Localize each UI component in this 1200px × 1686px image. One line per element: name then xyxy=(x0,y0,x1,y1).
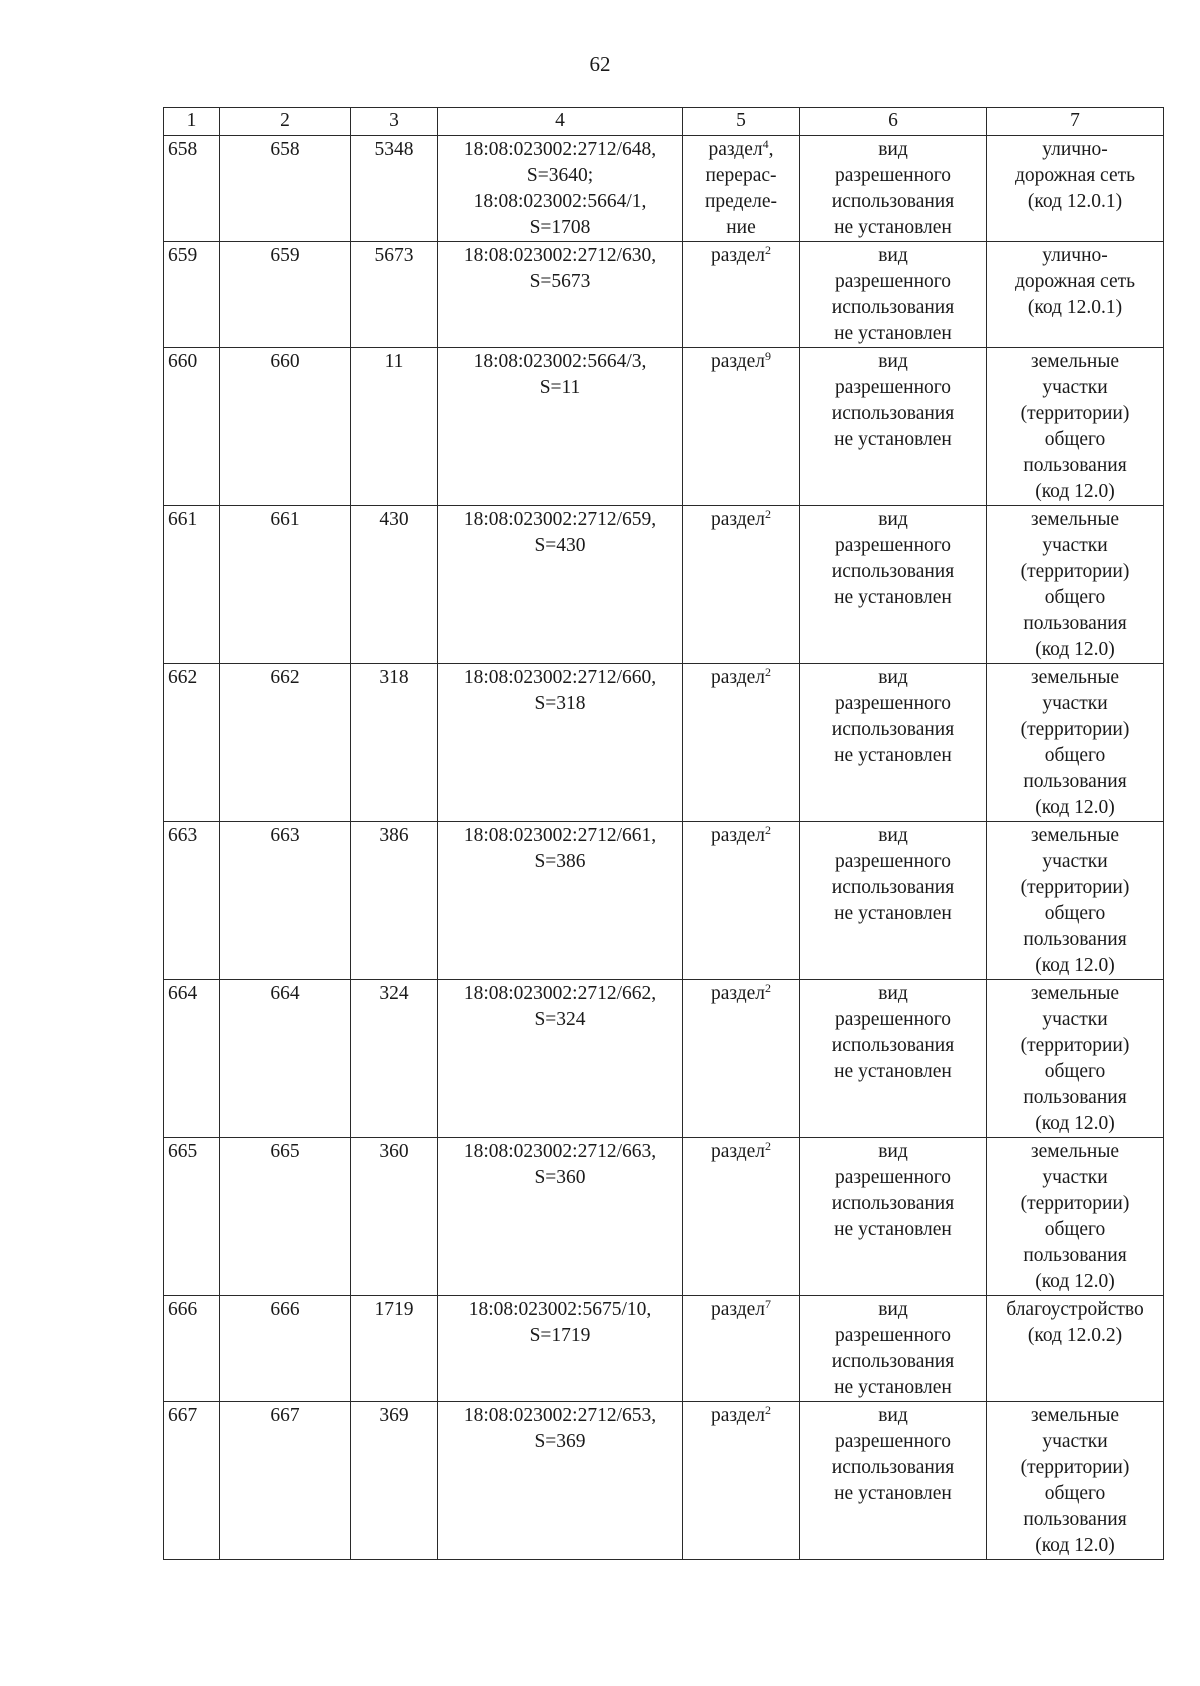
cadastral-line: 18:08:023002:5664/1, xyxy=(473,191,647,212)
cadastral-line: S=1708 xyxy=(529,217,591,238)
cadastral-line: S=369 xyxy=(534,1431,586,1452)
method-line xyxy=(687,163,795,189)
cell-cadastral-number xyxy=(438,1138,683,1296)
method-line xyxy=(687,243,795,269)
cell-col-2: 660 xyxy=(220,348,351,506)
planned-use-line: (код 12.0) xyxy=(1035,797,1115,818)
planned-use-line: (код 12.0) xyxy=(1035,1113,1115,1134)
permitted-use-line: вид xyxy=(878,139,908,160)
cell-col-3: 5348 xyxy=(351,136,438,242)
planned-use-line: участки xyxy=(1042,1167,1108,1188)
cadastral-line: 18:08:023002:2712/660, xyxy=(463,667,657,688)
planned-use-line: общего xyxy=(1044,903,1106,924)
permitted-use-line: не установлен xyxy=(834,429,952,450)
planned-use-line: участки xyxy=(1042,1009,1108,1030)
cell-col-3: 430 xyxy=(351,506,438,664)
cell-cadastral-number xyxy=(438,980,683,1138)
planned-use-line: участки xyxy=(1042,377,1108,398)
cadastral-line: S=324 xyxy=(534,1009,586,1030)
cell-cadastral-number xyxy=(438,348,683,506)
cell-col-1: 666 xyxy=(164,1296,220,1402)
method-text: раздел xyxy=(710,1299,766,1320)
cadastral-line: 18:08:023002:5664/3, xyxy=(473,351,647,372)
cell-planned-use xyxy=(987,506,1164,664)
page-number: 62 xyxy=(589,52,611,76)
table-row xyxy=(164,980,1164,1138)
planned-use-line: общего xyxy=(1044,1483,1106,1504)
column-header-7: 7 xyxy=(987,108,1164,136)
cadastral-line: S=3640; xyxy=(526,165,594,186)
cell-cadastral-number xyxy=(438,1296,683,1402)
planned-use-line: (код 12.0.2) xyxy=(1027,1325,1123,1346)
planned-use-line: участки xyxy=(1042,1431,1108,1452)
permitted-use-line: не установлен xyxy=(834,217,952,238)
permitted-use-line: не установлен xyxy=(834,1377,952,1398)
cell-col-2: 667 xyxy=(220,1402,351,1560)
permitted-use-line: не установлен xyxy=(834,903,952,924)
cell-method xyxy=(683,822,800,980)
planned-use-line: дорожная сеть xyxy=(1014,165,1136,186)
cell-col-2: 659 xyxy=(220,242,351,348)
cell-col-3: 11 xyxy=(351,348,438,506)
permitted-use-line: не установлен xyxy=(834,1219,952,1240)
planned-use-line: пользования xyxy=(1023,613,1127,634)
cell-planned-use xyxy=(987,1138,1164,1296)
planned-use-line: пользования xyxy=(1023,929,1127,950)
method-suffix: , xyxy=(768,139,774,160)
cell-permitted-use xyxy=(800,1402,987,1560)
permitted-use-line: вид xyxy=(878,667,908,688)
cadastral-line: 18:08:023002:2712/663, xyxy=(463,1141,657,1162)
method-line xyxy=(687,1403,795,1429)
cell-permitted-use xyxy=(800,822,987,980)
table-row xyxy=(164,348,1164,506)
method-text: раздел xyxy=(710,667,766,688)
method-text: раздел xyxy=(710,1141,766,1162)
method-line xyxy=(687,1139,795,1165)
cadastral-line: 18:08:023002:2712/653, xyxy=(463,1405,657,1426)
cell-permitted-use xyxy=(800,506,987,664)
cell-col-1: 659 xyxy=(164,242,220,348)
cadastral-line: S=430 xyxy=(534,535,586,556)
method-line xyxy=(687,1297,795,1323)
method-text: раздел xyxy=(710,245,766,266)
cell-cadastral-number xyxy=(438,506,683,664)
permitted-use-line: вид xyxy=(878,983,908,1004)
footnote-mark: 2 xyxy=(765,1403,772,1417)
permitted-use-line: использования xyxy=(831,403,955,424)
permitted-use-line: использования xyxy=(831,297,955,318)
cell-planned-use xyxy=(987,136,1164,242)
planned-use-line: (код 12.0) xyxy=(1035,639,1115,660)
cadastral-line: 18:08:023002:2712/659, xyxy=(463,509,657,530)
permitted-use-line: не установлен xyxy=(834,587,952,608)
planned-use-line: дорожная сеть xyxy=(1014,271,1136,292)
column-header-5: 5 xyxy=(683,108,800,136)
planned-use-line: земельные xyxy=(1030,1141,1120,1162)
cadastral-line: S=360 xyxy=(534,1167,586,1188)
table-header xyxy=(164,108,1164,136)
table-row xyxy=(164,136,1164,242)
planned-use-line: участки xyxy=(1042,851,1108,872)
cell-col-1: 658 xyxy=(164,136,220,242)
cell-method xyxy=(683,242,800,348)
planned-use-line: общего xyxy=(1044,1219,1106,1240)
cell-col-3: 5673 xyxy=(351,242,438,348)
column-header-3: 3 xyxy=(351,108,438,136)
permitted-use-line: разрешенного xyxy=(834,693,952,714)
cell-col-1: 662 xyxy=(164,664,220,822)
planned-use-line: (территории) xyxy=(1020,1035,1130,1056)
cell-col-3: 318 xyxy=(351,664,438,822)
cell-cadastral-number xyxy=(438,822,683,980)
cell-col-3: 1719 xyxy=(351,1296,438,1402)
permitted-use-line: использования xyxy=(831,1193,955,1214)
permitted-use-line: разрешенного xyxy=(834,851,952,872)
permitted-use-line: не установлен xyxy=(834,745,952,766)
planned-use-line: общего xyxy=(1044,587,1106,608)
method-line xyxy=(687,215,795,241)
cadastral-line: 18:08:023002:2712/630, xyxy=(463,245,657,266)
cell-col-2: 658 xyxy=(220,136,351,242)
permitted-use-line: разрешенного xyxy=(834,1325,952,1346)
permitted-use-line: использования xyxy=(831,1351,955,1372)
cell-col-1: 667 xyxy=(164,1402,220,1560)
planned-use-line: пользования xyxy=(1023,1245,1127,1266)
cell-permitted-use xyxy=(800,1138,987,1296)
planned-use-line: земельные xyxy=(1030,667,1120,688)
footnote-mark: 9 xyxy=(765,349,772,363)
planned-use-line: (код 12.0) xyxy=(1035,481,1115,502)
cell-planned-use xyxy=(987,980,1164,1138)
cell-planned-use xyxy=(987,348,1164,506)
method-text: ние xyxy=(726,217,756,238)
permitted-use-line: использования xyxy=(831,877,955,898)
cell-col-3: 386 xyxy=(351,822,438,980)
planned-use-line: земельные xyxy=(1030,509,1120,530)
cadastral-line: S=5673 xyxy=(529,271,591,292)
permitted-use-line: использования xyxy=(831,191,955,212)
planned-use-line: (код 12.0) xyxy=(1035,955,1115,976)
cell-permitted-use xyxy=(800,242,987,348)
cell-method xyxy=(683,506,800,664)
planned-use-line: пользования xyxy=(1023,1509,1127,1530)
planned-use-line: (территории) xyxy=(1020,1457,1130,1478)
permitted-use-line: вид xyxy=(878,245,908,266)
cell-method xyxy=(683,348,800,506)
cell-col-2: 662 xyxy=(220,664,351,822)
planned-use-line: (код 12.0.1) xyxy=(1027,191,1123,212)
cadastral-line: S=386 xyxy=(534,851,586,872)
permitted-use-line: не установлен xyxy=(834,1483,952,1504)
table-row xyxy=(164,242,1164,348)
method-line xyxy=(687,349,795,375)
method-text: пределе- xyxy=(704,191,778,212)
permitted-use-line: разрешенного xyxy=(834,1009,952,1030)
method-line xyxy=(687,137,795,163)
cadastral-line: S=1719 xyxy=(529,1325,591,1346)
table-row xyxy=(164,1138,1164,1296)
permitted-use-line: не установлен xyxy=(834,1061,952,1082)
cell-permitted-use xyxy=(800,1296,987,1402)
cell-cadastral-number xyxy=(438,242,683,348)
table-row xyxy=(164,1402,1164,1560)
cell-col-1: 665 xyxy=(164,1138,220,1296)
permitted-use-line: разрешенного xyxy=(834,271,952,292)
table-row xyxy=(164,506,1164,664)
permitted-use-line: разрешенного xyxy=(834,1431,952,1452)
cadastral-line: S=318 xyxy=(534,693,586,714)
cadastral-line: 18:08:023002:2712/662, xyxy=(463,983,657,1004)
cell-planned-use xyxy=(987,664,1164,822)
cell-planned-use xyxy=(987,822,1164,980)
cell-permitted-use xyxy=(800,348,987,506)
permitted-use-line: разрешенного xyxy=(834,377,952,398)
land-plots-table xyxy=(163,107,1164,1560)
cadastral-line: S=11 xyxy=(539,377,581,398)
table-row xyxy=(164,664,1164,822)
permitted-use-line: вид xyxy=(878,351,908,372)
planned-use-line: пользования xyxy=(1023,771,1127,792)
footnote-mark: 2 xyxy=(765,665,772,679)
method-text: раздел xyxy=(708,139,763,160)
planned-use-line: (территории) xyxy=(1020,719,1130,740)
planned-use-line: (территории) xyxy=(1020,561,1130,582)
planned-use-line: пользования xyxy=(1023,1087,1127,1108)
planned-use-line: земельные xyxy=(1030,1405,1120,1426)
cell-col-2: 666 xyxy=(220,1296,351,1402)
planned-use-line: (код 12.0) xyxy=(1035,1535,1115,1556)
planned-use-line: общего xyxy=(1044,1061,1106,1082)
cell-col-3: 369 xyxy=(351,1402,438,1560)
cell-method xyxy=(683,1296,800,1402)
planned-use-line: (территории) xyxy=(1020,403,1130,424)
permitted-use-line: вид xyxy=(878,509,908,530)
planned-use-line: земельные xyxy=(1030,825,1120,846)
planned-use-line: благоустройство xyxy=(1006,1299,1144,1320)
cadastral-line: 18:08:023002:2712/648, xyxy=(463,139,657,160)
column-header-1: 1 xyxy=(164,108,220,136)
cell-permitted-use xyxy=(800,664,987,822)
planned-use-line: земельные xyxy=(1030,983,1120,1004)
cell-col-2: 665 xyxy=(220,1138,351,1296)
planned-use-line: участки xyxy=(1042,535,1108,556)
planned-use-line: общего xyxy=(1044,429,1106,450)
permitted-use-line: вид xyxy=(878,825,908,846)
permitted-use-line: использования xyxy=(831,561,955,582)
cell-cadastral-number xyxy=(438,136,683,242)
cell-cadastral-number xyxy=(438,1402,683,1560)
footnote-mark: 2 xyxy=(765,981,772,995)
permitted-use-line: разрешенного xyxy=(834,165,952,186)
planned-use-line: (территории) xyxy=(1020,1193,1130,1214)
cell-method xyxy=(683,664,800,822)
cell-method xyxy=(683,980,800,1138)
cell-col-1: 664 xyxy=(164,980,220,1138)
cell-permitted-use xyxy=(800,136,987,242)
cadastral-line: 18:08:023002:2712/661, xyxy=(463,825,657,846)
cell-col-1: 663 xyxy=(164,822,220,980)
cell-col-1: 660 xyxy=(164,348,220,506)
footnote-mark: 2 xyxy=(765,823,772,837)
planned-use-line: (код 12.0) xyxy=(1035,1271,1115,1292)
method-text: раздел xyxy=(710,1405,766,1426)
method-text: раздел xyxy=(710,983,766,1004)
footnote-mark: 4 xyxy=(762,137,769,151)
cell-col-2: 663 xyxy=(220,822,351,980)
cadastral-line: 18:08:023002:5675/10, xyxy=(468,1299,652,1320)
footnote-mark: 2 xyxy=(765,507,772,521)
cell-permitted-use xyxy=(800,980,987,1138)
cell-planned-use xyxy=(987,1402,1164,1560)
cell-planned-use xyxy=(987,1296,1164,1402)
permitted-use-line: разрешенного xyxy=(834,1167,952,1188)
method-line xyxy=(687,507,795,533)
method-text: раздел xyxy=(710,351,766,372)
permitted-use-line: вид xyxy=(878,1299,908,1320)
permitted-use-line: вид xyxy=(878,1141,908,1162)
cell-method xyxy=(683,1402,800,1560)
permitted-use-line: использования xyxy=(831,719,955,740)
method-line xyxy=(687,823,795,849)
cell-col-3: 360 xyxy=(351,1138,438,1296)
cell-col-2: 664 xyxy=(220,980,351,1138)
table-body xyxy=(164,136,1164,1560)
cell-col-1: 661 xyxy=(164,506,220,664)
method-line xyxy=(687,665,795,691)
cell-col-3: 324 xyxy=(351,980,438,1138)
column-header-6: 6 xyxy=(800,108,987,136)
cell-col-2: 661 xyxy=(220,506,351,664)
permitted-use-line: разрешенного xyxy=(834,535,952,556)
method-line xyxy=(687,189,795,215)
table-row xyxy=(164,822,1164,980)
permitted-use-line: не установлен xyxy=(834,323,952,344)
method-text: раздел xyxy=(710,825,766,846)
permitted-use-line: использования xyxy=(831,1457,955,1478)
cell-planned-use xyxy=(987,242,1164,348)
cell-cadastral-number xyxy=(438,664,683,822)
column-header-2: 2 xyxy=(220,108,351,136)
footnote-mark: 2 xyxy=(765,243,772,257)
planned-use-line: улично- xyxy=(1042,139,1108,160)
cell-method xyxy=(683,1138,800,1296)
table-row xyxy=(164,1296,1164,1402)
permitted-use-line: использования xyxy=(831,1035,955,1056)
footnote-mark: 7 xyxy=(765,1297,772,1311)
header-row xyxy=(164,108,1164,136)
planned-use-line: (код 12.0.1) xyxy=(1027,297,1123,318)
planned-use-line: улично- xyxy=(1042,245,1108,266)
method-text: перерас- xyxy=(705,165,777,186)
planned-use-line: общего xyxy=(1044,745,1106,766)
method-line xyxy=(687,981,795,1007)
planned-use-line: (территории) xyxy=(1020,877,1130,898)
planned-use-line: пользования xyxy=(1023,455,1127,476)
column-header-4: 4 xyxy=(438,108,683,136)
cell-method xyxy=(683,136,800,242)
method-text: раздел xyxy=(710,509,766,530)
permitted-use-line: вид xyxy=(878,1405,908,1426)
footnote-mark: 2 xyxy=(765,1139,772,1153)
planned-use-line: участки xyxy=(1042,693,1108,714)
planned-use-line: земельные xyxy=(1030,351,1120,372)
